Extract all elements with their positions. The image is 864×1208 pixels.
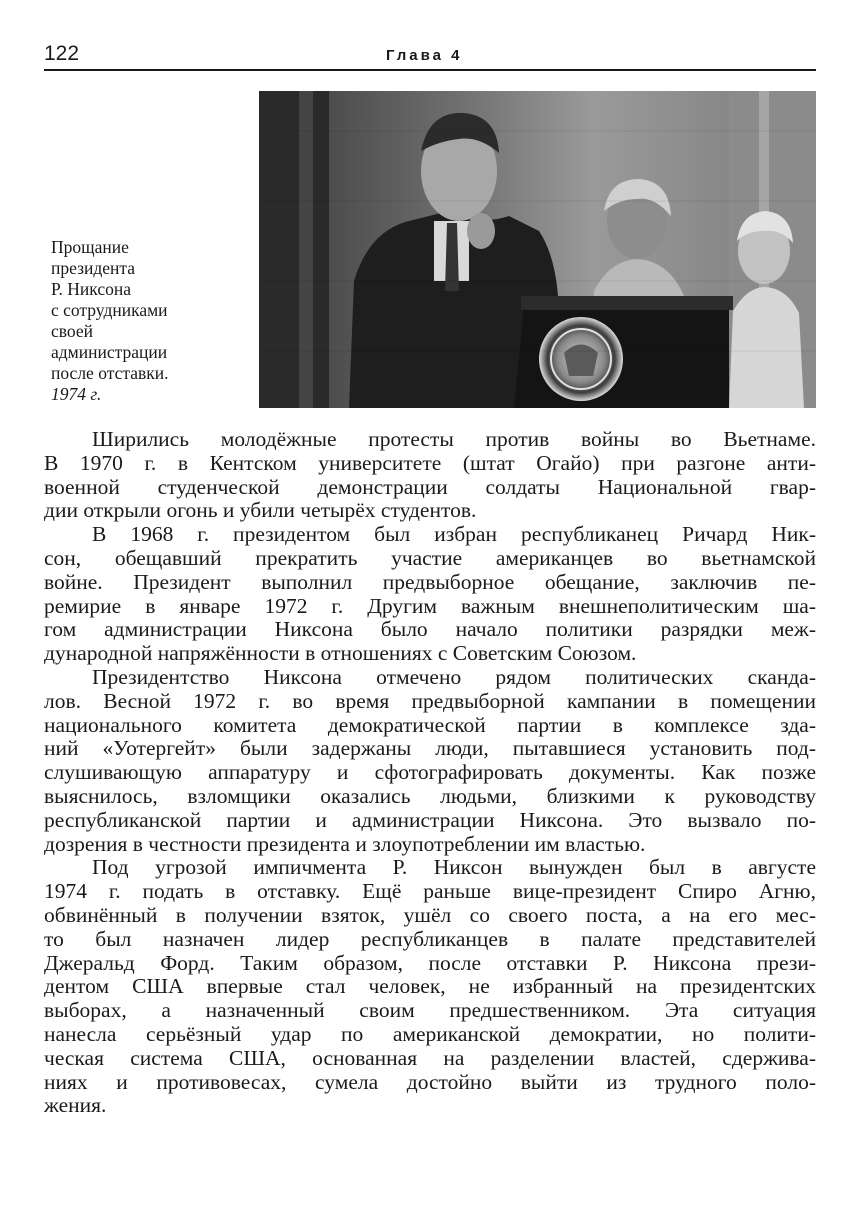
paragraph	[44, 523, 816, 666]
text-line: слушивающую аппаратуру и сфотографировать документы. Как позже	[44, 760, 816, 785]
text-line: республиканской партии и администрации Никсона. Это вызвало по-	[44, 807, 816, 832]
text-line: военной студенческой демонстрации солдаты Национальной гвар-	[44, 474, 816, 499]
text-line: Джеральд Форд. Таким образом, после отставки Р. Никсона прези-	[44, 950, 816, 975]
text-line: лов. Весной 1972 г. во время предвыборной кампании в помещении	[44, 688, 816, 713]
caption-line: после отставки.	[51, 363, 169, 383]
paragraph	[44, 666, 816, 856]
text-line: выяснилось, взломщики оказались людьми, близкими к руководству	[44, 783, 816, 808]
caption-year: 1974 г.	[51, 384, 102, 404]
text-line: ческая система США, основанная на разделении властей, сдержива-	[44, 1045, 816, 1070]
caption-line: президента	[51, 258, 136, 278]
text-line: гом администрации Никсона было начало политики разрядки меж-	[44, 617, 816, 642]
text-line: ний «Уотергейт» были задержаны люди, пытавшиеся установить под-	[44, 736, 816, 761]
caption-line: Прощание	[51, 237, 129, 257]
text-line: дентом США впервые стал человек, не избранный на президентских	[44, 974, 816, 999]
header-rule	[44, 69, 816, 71]
page-number: 122	[44, 42, 80, 65]
caption-line: Р. Никсона	[51, 279, 132, 299]
text-line: нанесла серьёзный удар по американской демократии, но полити-	[44, 1021, 816, 1046]
paragraph	[44, 856, 816, 1118]
paragraph	[44, 428, 816, 523]
text-line: дународной напряжённости в отношениях с Советским Союзом.	[44, 641, 637, 666]
caption-line: администрации	[51, 342, 168, 362]
text-line: сон, обещавший прекратить участие американцев во вьетнамской	[44, 545, 816, 570]
text-line: Под угрозой импичмента Р. Никсон вынужден был в августе	[92, 855, 816, 880]
text-line: обвинённый в получении взяток, ушёл со своего поста, а на его мес-	[44, 902, 816, 927]
text-line: В 1968 г. президентом был избран республиканец Ричард Ник-	[92, 522, 816, 547]
text-line: выборах, а назначенный своим предшественником. Эта ситуация	[44, 998, 816, 1023]
text-line: Президентство Никсона отмечено рядом политических сканда-	[92, 664, 816, 689]
running-head: Глава 4	[386, 47, 463, 64]
text-line: национального комитета демократической партии в комплексе зда-	[44, 712, 816, 737]
text-line: Ширились молодёжные протесты против войны во Вьетнаме.	[92, 427, 816, 451]
text-line: жения.	[44, 1093, 107, 1118]
body-text	[44, 428, 816, 1118]
text-line: войне. Президент выполнил предвыборное обещание, заключив пе-	[44, 569, 816, 594]
photo	[259, 91, 816, 408]
text-line: 1974 г. подать в отставку. Ещё раньше вице-президент Спиро Агню,	[44, 879, 816, 904]
text-line: дии открыли огонь и убили четырёх студентов.	[44, 498, 477, 523]
caption-line: с сотрудниками	[51, 300, 168, 320]
text-line: В 1970 г. в Кентском университете (штат Огайо) при разгоне анти-	[44, 450, 816, 475]
text-line: ниях и противовесах, сумела достойно выйти из трудного поло-	[44, 1069, 816, 1094]
text-line: ремирие в январе 1972 г. Другим важным внешнеполитическим ша-	[44, 593, 816, 618]
caption-line: своей	[51, 321, 94, 341]
text-line: дозрения в честности президента и злоупотреблении им властью.	[44, 831, 646, 856]
text-line: то был назначен лидер республиканцев в палате представителей	[44, 926, 816, 951]
figure-caption	[51, 237, 251, 405]
